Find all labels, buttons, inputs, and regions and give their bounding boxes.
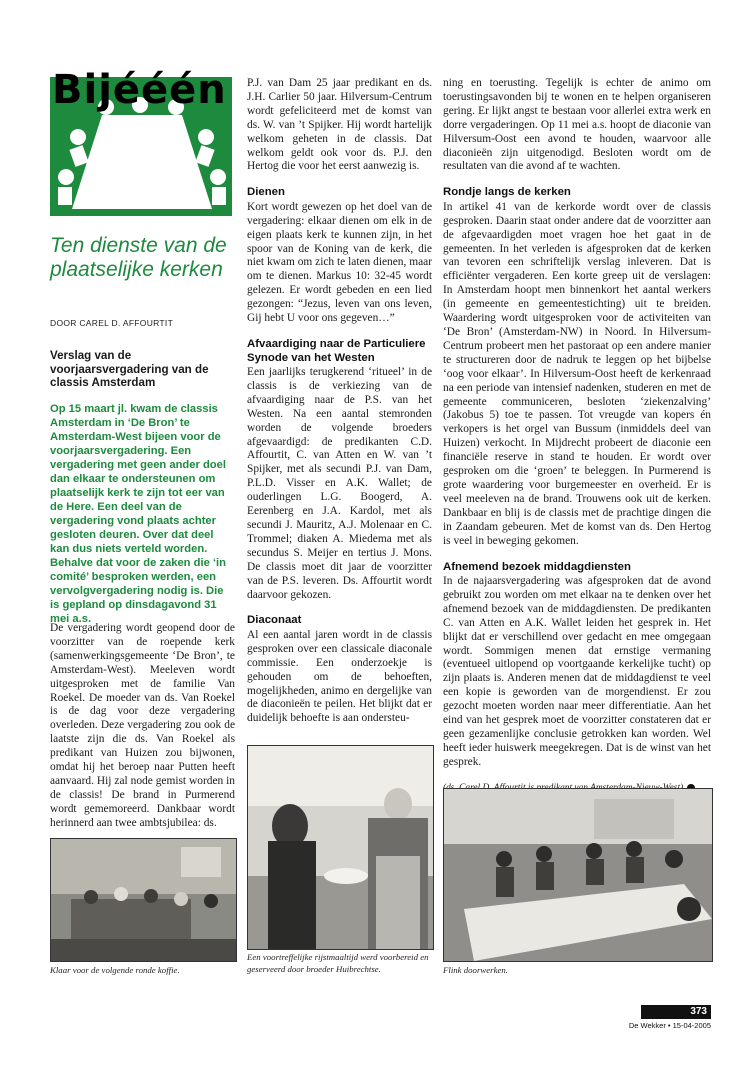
page-number: 373 xyxy=(641,1005,711,1019)
article-headline: Ten dienste van de plaatselijke kerken xyxy=(50,234,227,281)
section-heading: Diaconaat xyxy=(247,614,302,627)
photo-caption: Flink doorwerken. xyxy=(443,965,508,975)
column-2 xyxy=(247,77,432,726)
photo-caption: Klaar voor de volgende ronde koffie. xyxy=(50,965,180,975)
article-subhead: Verslag van de voorjaarsvergadering van de classis Amsterdam xyxy=(50,349,209,389)
paragraph: ning en toerusting. Tegelijk is echter de animo om toerustingsavonden bij te wonen en te helpen organiseren gering. Er lijkt angst te bestaan voor allerlei extra werk en dorre vergaderingen. Op 11 mei a.s. hoopt de diaconie van Hilversum-Oost een avond te houden, waarvoor alle diaconieën zijn uitgenodigd. Besloten wordt om de resultaten van die avond af te wachten. xyxy=(443,77,711,173)
article-byline: DOOR CAREL D. AFFOURTIT xyxy=(50,318,174,328)
paragraph: Al een aantal jaren wordt in de classis gesproken over een classicale diaconale commissie. Een onderzoekje is gehouden om de behoeften, mogelijkheden, animo en dergelijke van de diaconieën te peilen. Het blijkt dat er duidelijk behoefte is aan ondersteu- xyxy=(247,628,432,725)
publication-footer: De Wekker • 15-04-2005 xyxy=(628,1021,711,1030)
paragraph: De vergadering wordt geopend door de voorzitter van de roepende kerk (samenwerkingsgemeente ‘De Bron’, te Amsterdam-West). Meeleven wordt uitgesproken met de familie Van Roekel. De moeder van ds. Van Roekel is de dag voor deze vergadering overleden. Deze vergadering zou ook de laatste zijn die ds. Van Roekel als predikant van Huizen zou bijwonen, omdat hij het beroep naar Putten heeft aanvaard. Hij zal node gemist worden in de classis! De brand in Purmerend wordt gememoreerd. Dankbaar wordt herinnerd aan twee ambtsjubilea: ds. xyxy=(50,622,235,829)
paragraph: Kort wordt gewezen op het doel van de vergadering: elkaar dienen om elk in de eigen plaats kerk te kunnen zijn, in het spoor van de Koning van de kerk, die niet kwam om zich te laten dienen, maar om te dienen. Markus 10: 32-45 wordt gelezen. Er wordt gebeden en een lied gezongen: “Jezus, leven van ons leven, Gij hebt U voor ons gegeven…” xyxy=(247,200,432,325)
section-heading: Dienen xyxy=(247,186,285,199)
article-lead: Op 15 maart jl. kwam de classis Amsterdam in ‘De Bron’ te Amsterdam-West bijeen voor de voorjaarsvergadering. Een vergadering met geen ander doel dan elkaar te ondersteunen om plaatselijk kerk te zijn tot eer van de Here. Een deel van de vergadering vond plaats achter gesloten deuren. Over dat deel kan dus niets verteld worden. Behalve dat voor de zaken die ‘in comité’ besproken werden, een vervolgvergadering nodig is. Die is gepland op dinsdagavond 31 mei a.s. xyxy=(50,403,226,625)
column-3 xyxy=(443,77,711,796)
paragraph: P.J. van Dam 25 jaar predikant en ds. J.H. Carlier 50 jaar. Hilversum-Centrum wordt gefeliciteerd met de komst van ds. W. van ’t Spijker. Hij wordt hartelijk welkom geheten in de classis. Dat welkom geldt ook voor ds. P.J. den Hertog die voor het eerst aanwezig is. xyxy=(247,77,432,173)
section-heading: Afnemend bezoek middagdiensten xyxy=(443,560,631,573)
paragraph: In artikel 41 van de kerkorde wordt over de classis gesproken. Daarin staat onder andere dat de voorzitter aan de afgevaardigden moet vragen hoe het gaat in de gemeenten. In het verleden is afgesproken dat de kerken van tevoren een schriftelijk verslag inleveren. Dat is efficiënter vergaderen. Een korte greep uit de verslagen: In Amsterdam hoopt men binnenkort het aantal werkers (in gemeente en gemeentestichting) uit te breiden. Waardering wordt uitgesproken voor de activiteiten van ‘De Bron’ (Amsterdam-NW) in Noord. In Hilversum-Centrum probeert men het pastoraat op een andere manier te structureren door de nadruk te leggen op het bijbelse ‘oog voor elkaar’. In Hilversum-Oost heeft de kerkenraad na een periode van intensief nadenken, studeren en met de gemeente communiceren, besloten ‘ziekenzalving’ (Jakobus 5) toe te passen. Tot vreugde van kopers én verkopers is het orgel van Bussum (inmiddels deel van Huizen) verkocht. In Mijdrecht probeert de diaconie een financiële reserve in stand te houden. Er wordt over gesproken om die ‘groen’ te beleggen. In Purmerend is grote waardering voor burgemeester en overheid. Er is veel meeleven na de brand. Trouwens ook uit de kerken. Dankbaar en blij is de classis met de prachtige dingen die in Zaandam gebeuren. Met de komst van ds. Den Hertog is veel in beweging gekomen. xyxy=(443,200,711,547)
paragraph: Een jaarlijks terugkerend ‘ritueel’ in de classis is de verkiezing van de afvaardiging naar de P.S. van het Westen. Na een aantal stemronden worden de volgende broeders afgevaardigd: de predikanten C.D. Affourtit, C. van Atten en W. van ’t Spijker, met als secundi P.J. van Dam, P.L.D. Visser en A.K. Wallet; de ouderlingen L.G. Boogerd, A. Eerenberg en J.A. Kardol, met als secundi J. Mauritz, A.J. Molenaar en C. Trommel; diaken A. Miedema met als secundus S. Meijer en tertius J. Mons. De classis moet dit jaar de voorzitter van de P.S. leveren. Ds. Affourtit wordt daarvoor gekozen. xyxy=(247,366,432,601)
photo-rice-meal xyxy=(247,745,434,950)
photo-caption: Een voortreffelijke rijstmaaltijd werd voorbereid en geserveerd door broeder Huibrechtse. xyxy=(247,952,429,974)
logo-text: Bijééén xyxy=(52,67,227,113)
paragraph: In de najaarsvergadering was afgesproken dat de avond gebruikt zou worden om met elkaar na te denken over het afnemend bezoek van de middagdiensten. De predikanten C. van Atten en A.K. Wallet leiden het gesprek in. Het blijkt dat er verschillend over gedacht en mee omgegaan wordt. Sommigen menen dat ernstige vermaning (eventueel uitlopend op voortgaande kerkelijke tucht) op zijn plaats is. Anderen menen dat de middagdienst te veel een kopie is geworden van de morgendienst. Er zou gezocht moeten worden naar meer differentiatie. Aan het eind van het gesprek moet de voorzitter constateren dat er geen gezamenlijke conclusie getrokken kan worden. Wel heeft ieder huiswerk meegekregen. Dat is de winst van het gesprek. xyxy=(443,575,711,768)
photo-coffee-round xyxy=(50,838,237,962)
section-heading: Afvaardiging naar de Particuliere Synode van het Westen xyxy=(247,338,426,364)
column-1-body xyxy=(50,622,235,831)
photo-meeting-work xyxy=(443,788,713,962)
section-heading: Rondje langs de kerken xyxy=(443,186,571,199)
